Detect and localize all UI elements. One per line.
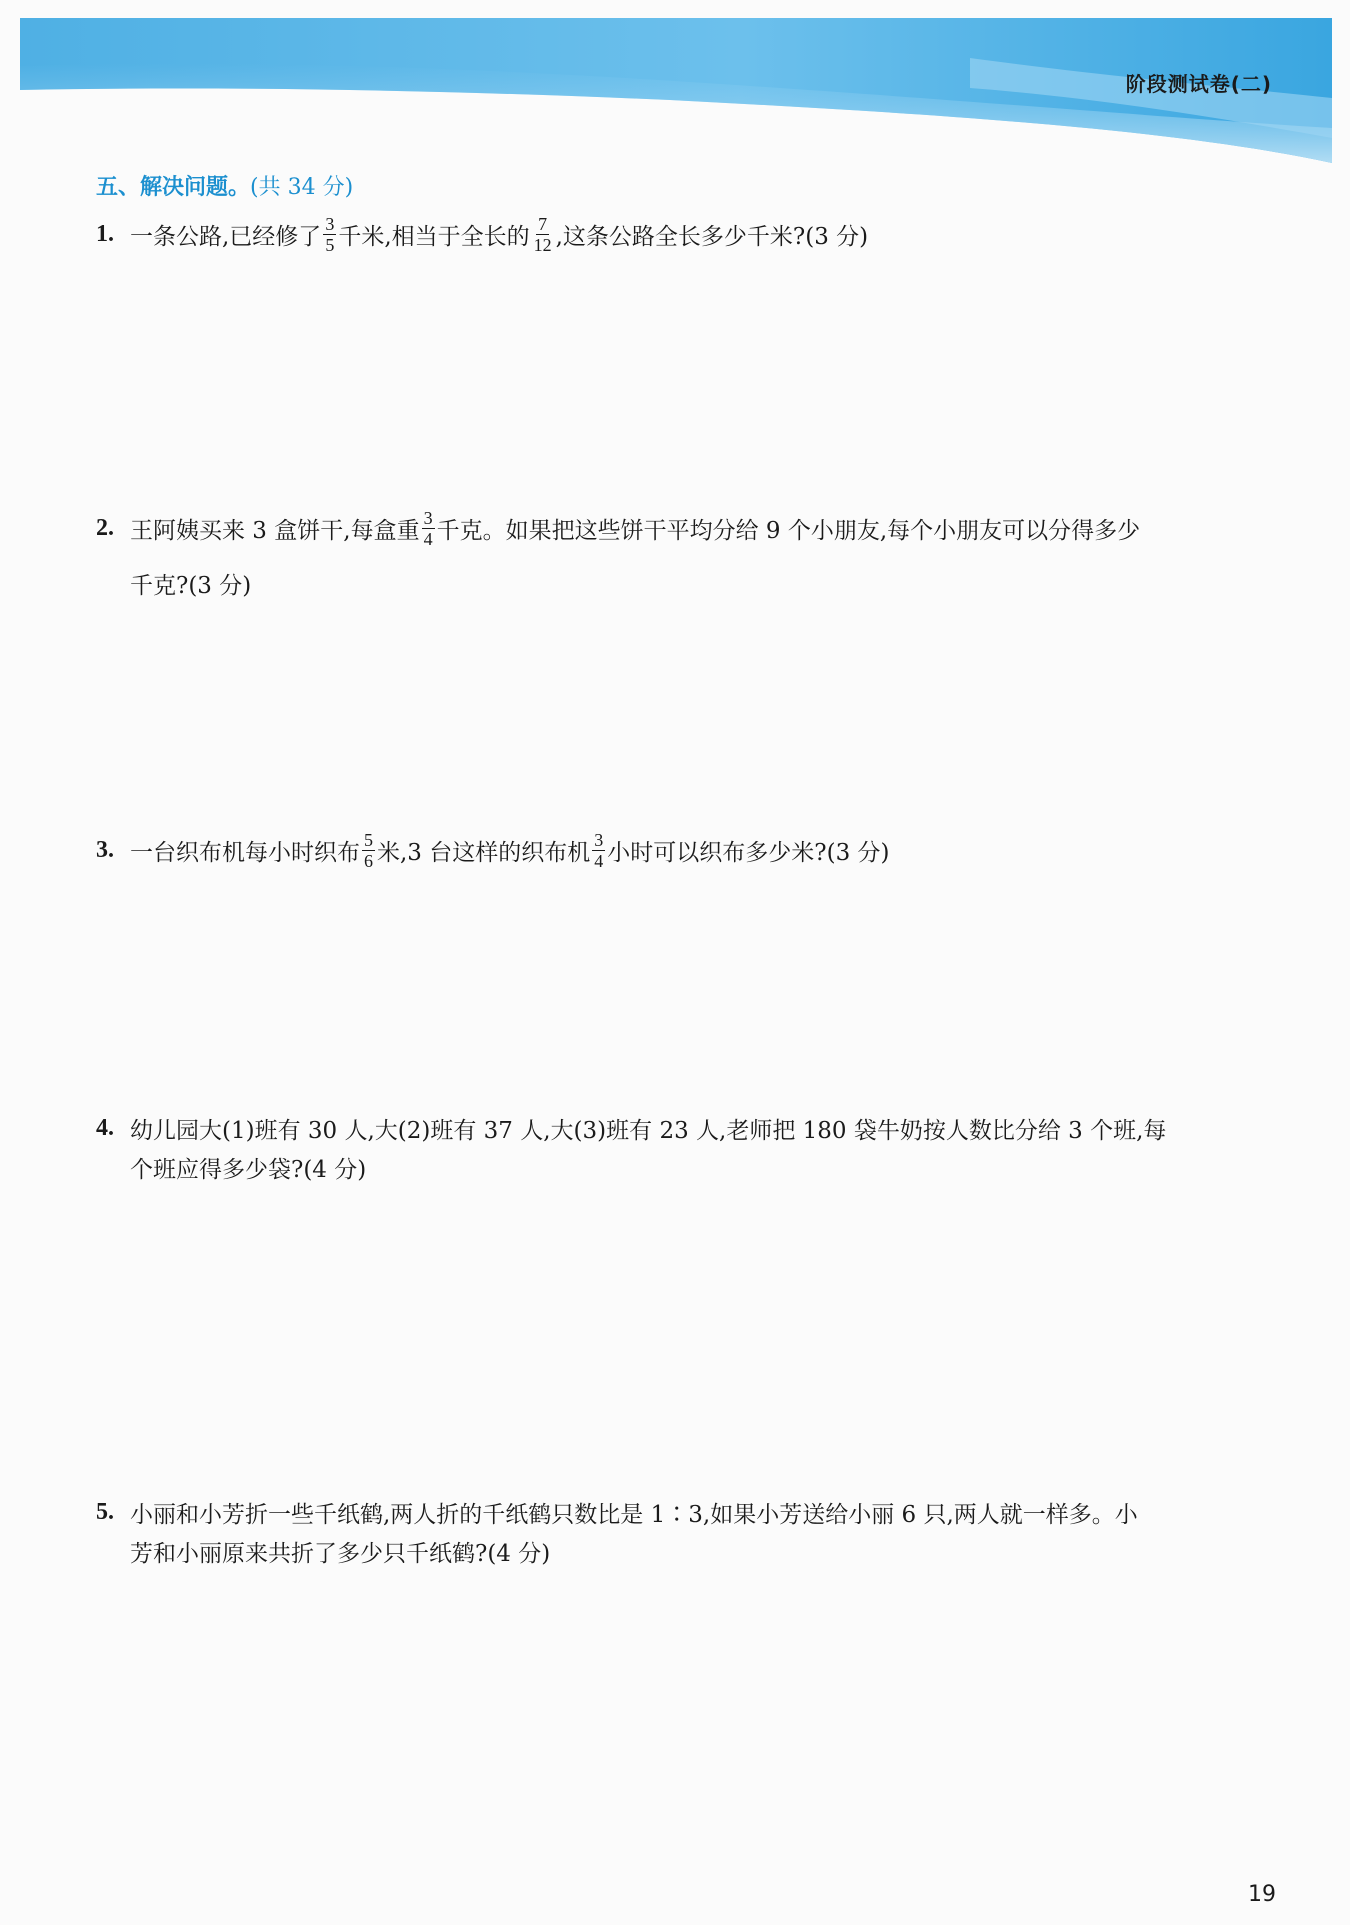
question-number: 1. [96, 221, 114, 247]
denominator: 4 [594, 851, 604, 871]
denominator: 5 [325, 235, 335, 255]
text-segment: ,这条公路全长多少千米?(3 分) [555, 224, 869, 250]
fraction [592, 830, 605, 871]
page-number: 19 [1248, 1882, 1276, 1907]
question-1 [96, 214, 1286, 255]
denominator: 12 [533, 235, 552, 255]
denominator: 4 [423, 529, 433, 549]
text-segment: 千克。如果把这些饼干平均分给 9 个小朋友,每个小朋友可以分得多少 [436, 518, 1141, 544]
question-text-continued: 个班应得多少袋?(4 分) [130, 1157, 367, 1183]
question-text: 小丽和小芳折一些千纸鹤,两人折的千纸鹤只数比是 1∶3,如果小芳送给小丽 6 只,两人就一样多。小 [130, 1502, 1138, 1528]
question-2 [96, 508, 1286, 600]
numerator: 5 [364, 830, 373, 850]
section-score: (共 34 分) [250, 175, 354, 200]
header-title: 阶段测试卷(二) [1125, 72, 1272, 96]
numerator: 3 [325, 214, 335, 234]
text-segment: 小时可以织布多少米?(3 分) [607, 840, 890, 866]
question-3 [96, 830, 1286, 871]
numerator: 7 [538, 214, 548, 234]
question-number: 5. [96, 1499, 114, 1525]
numerator: 3 [423, 508, 433, 528]
numerator: 3 [594, 830, 604, 850]
text-segment: 米,3 台这样的织布机 [377, 840, 591, 866]
question-text: 幼儿园大(1)班有 30 人,大(2)班有 37 人,大(3)班有 23 人,老师把 180 袋牛奶按人数比分给 3 个班,每 [130, 1118, 1167, 1144]
question-4 [96, 1112, 1286, 1184]
denominator: 6 [364, 851, 373, 871]
question-number: 2. [96, 515, 114, 541]
section-title [96, 170, 353, 201]
question-number: 4. [96, 1115, 114, 1141]
text-segment: 一台织布机每小时织布 [130, 840, 360, 866]
question-number: 3. [96, 837, 114, 863]
fraction [532, 214, 554, 255]
question-text [130, 830, 890, 871]
fraction [362, 830, 375, 871]
fraction [323, 214, 336, 255]
text-segment: 王阿姨买来 3 盒饼干,每盒重 [130, 518, 420, 544]
question-text-continued: 芳和小丽原来共折了多少只千纸鹤?(4 分) [130, 1541, 551, 1567]
question-text-continued: 千克?(3 分) [130, 573, 252, 599]
text-segment: 千米,相当于全长的 [338, 224, 530, 250]
question-text [130, 214, 868, 255]
fraction [422, 508, 435, 549]
question-5 [96, 1496, 1286, 1568]
text-segment: 一条公路,已经修了 [130, 224, 322, 250]
section-heading: 五、解决问题。 [96, 175, 251, 200]
question-text [130, 508, 1140, 549]
